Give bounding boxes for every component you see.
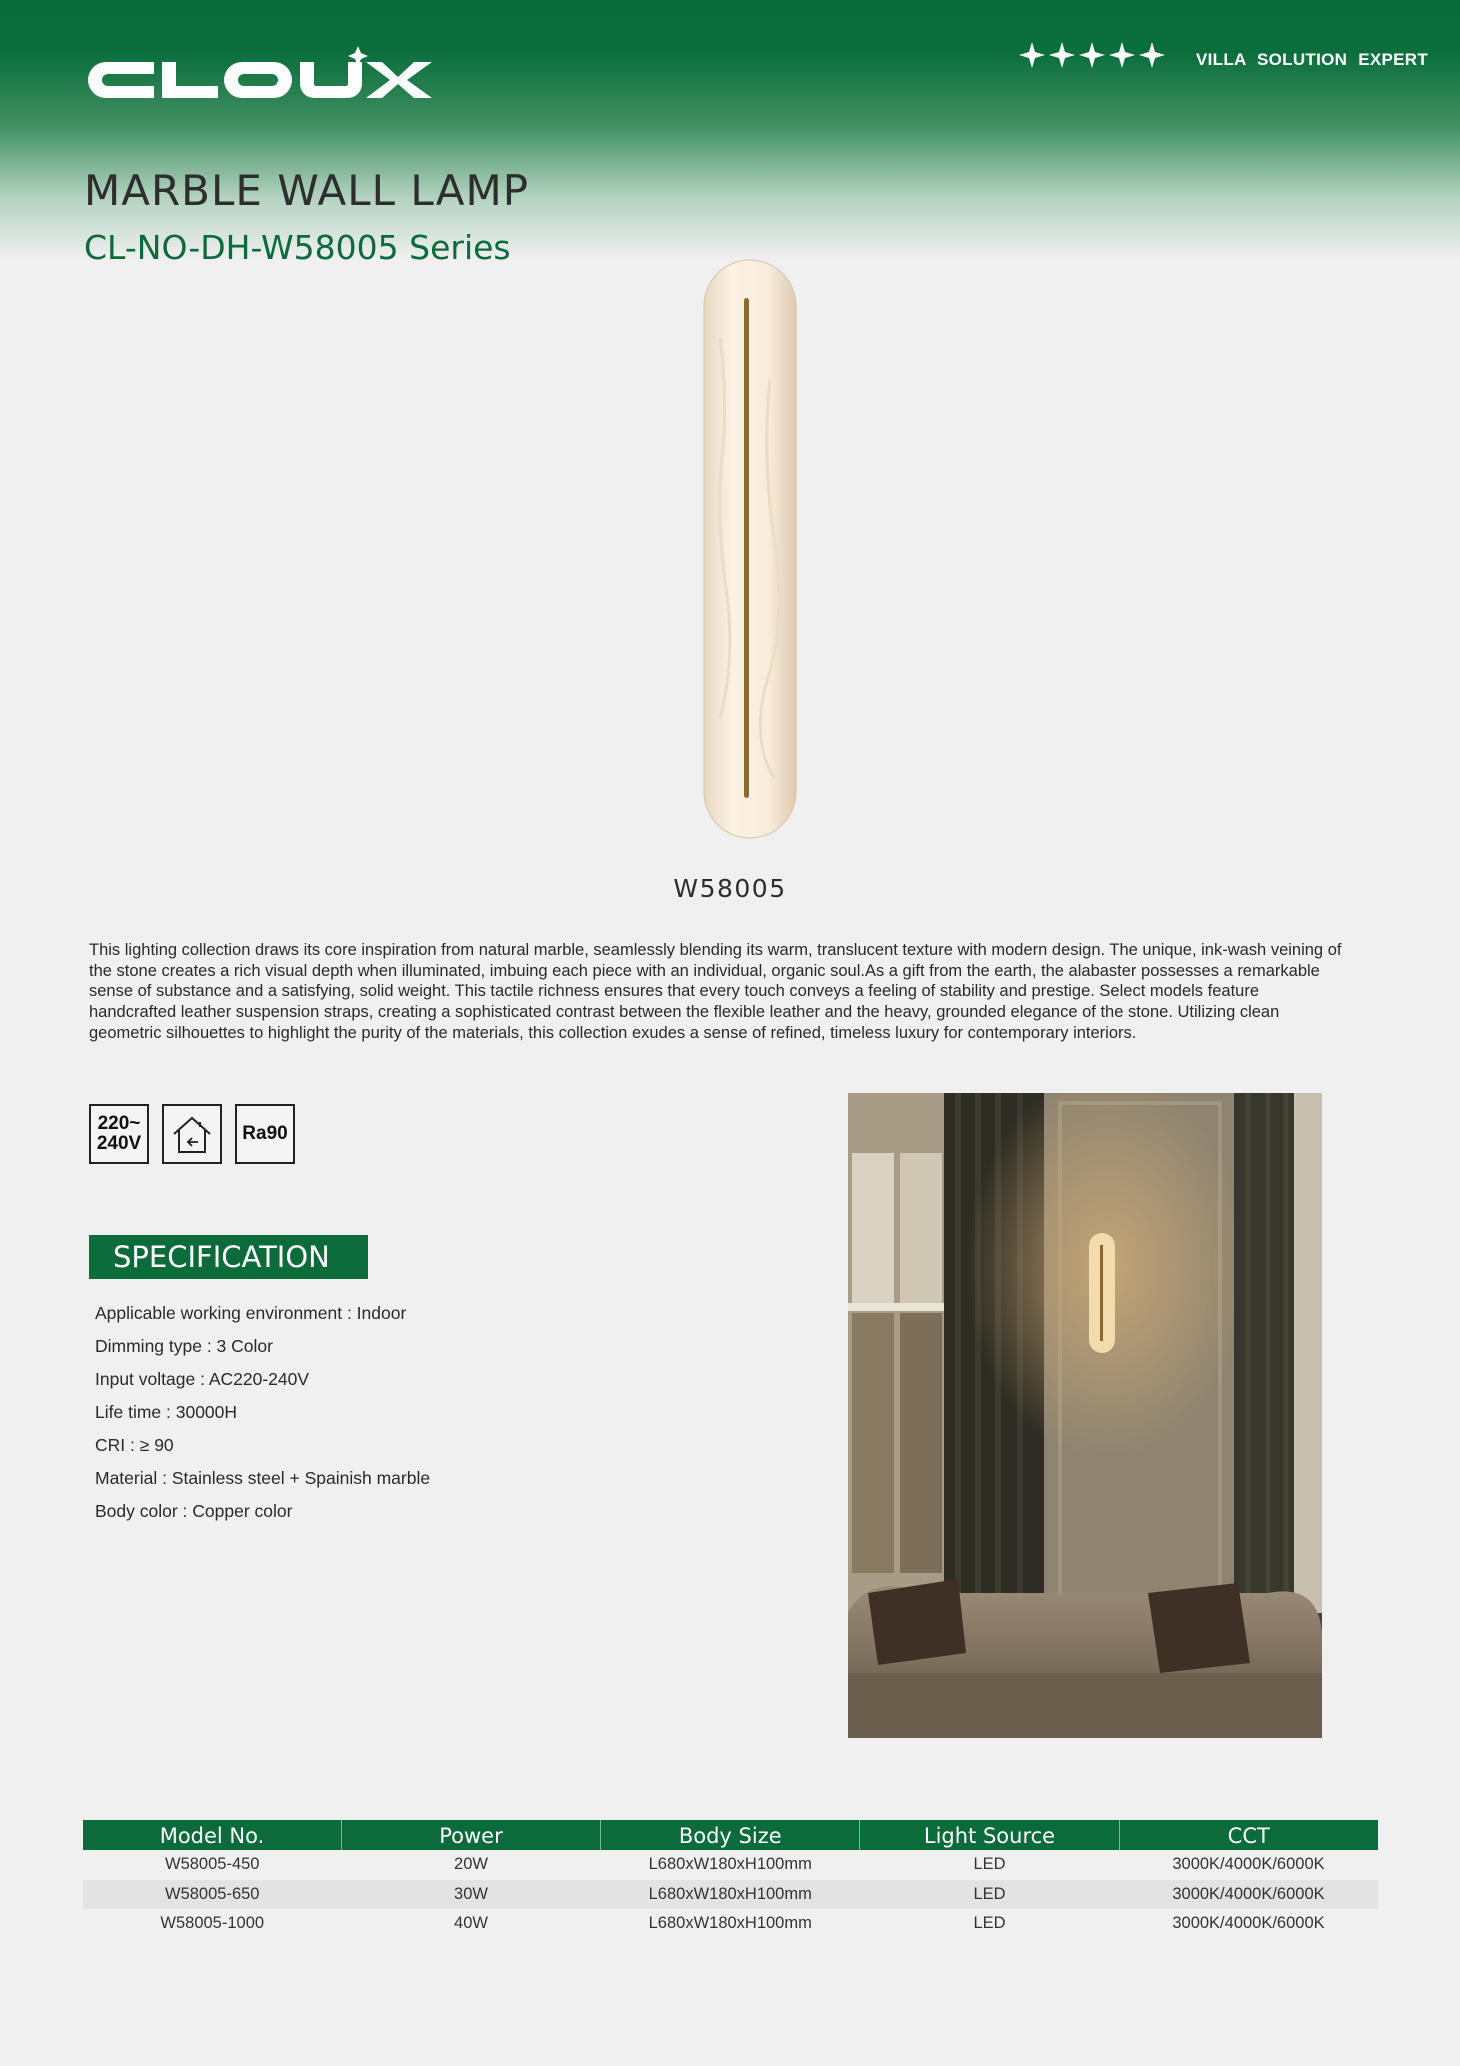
table-cell: W58005-650 <box>83 1880 342 1910</box>
table-cell: L680xW180xH100mm <box>648 1855 812 1874</box>
table-cell: LED <box>973 1914 1006 1933</box>
table-cell: L680xW180xH100mm <box>648 1914 812 1933</box>
table-cell: 20W <box>454 1855 488 1874</box>
table-cell: L680xW180xH100mm <box>600 1880 860 1910</box>
table-cell: 3000K/4000K/6000K <box>1172 1914 1325 1933</box>
rating-stars <box>1018 40 1166 70</box>
star-icon <box>1048 40 1076 70</box>
model-table <box>83 1820 1378 1939</box>
page-title: MARBLE WALL LAMP <box>84 166 530 215</box>
star-icon <box>1108 40 1136 70</box>
indoor-badge <box>162 1104 222 1164</box>
spec-item: Body color : Copper color <box>95 1501 293 1521</box>
column-header: Power <box>342 1820 601 1850</box>
lamp-product-image <box>700 258 800 840</box>
table-cell: W58005-450 <box>165 1855 260 1874</box>
spec-item: Applicable working environment : Indoor <box>95 1303 407 1323</box>
table-row <box>83 1880 1378 1910</box>
model-caption: W58005 <box>673 874 787 903</box>
voltage-badge <box>89 1104 149 1164</box>
column-header: Model No. <box>83 1820 342 1850</box>
cri-value: Ra90 <box>242 1123 288 1144</box>
cri-badge <box>235 1104 295 1164</box>
table-cell: 40W <box>454 1914 488 1933</box>
spec-item: Life time : 30000H <box>95 1402 238 1422</box>
spec-item: Dimming type : 3 Color <box>95 1336 273 1356</box>
product-description: This lighting collection draws its core inspiration from natural marble, seamlessly blending its warm, translucent texture with modern design. The unique, ink-wash veining of the stone creates a rich visual depth when illuminated, imbuing each piece with an individual, organic soul.As a gift from the earth, the alabaster possesses a remarkable sense of substance and a satisfying, solid weight. This tactile richness ensures that every touch conveys a feeling of stability and prestige. Select models feature handcrafted leather suspension straps, creating a sophisticated contrast between the flexible leather and the heavy, grounded elegance of the stone. Utilizing clean geometric silhouettes to highlight the purity of the materials, this collection exudes a sense of refined, timeless luxury for contemporary interiors. <box>89 941 1342 1042</box>
spec-item: CRI : ≥ 90 <box>95 1435 174 1455</box>
tagline: VILLA SOLUTION EXPERT <box>1196 50 1429 69</box>
star-icon <box>1018 40 1046 70</box>
star-icon <box>1078 40 1106 70</box>
star-icon <box>1138 40 1166 70</box>
indoor-house-icon <box>168 1112 216 1156</box>
voltage-line1: 220~ <box>97 1113 141 1134</box>
specification-heading: SPECIFICATION <box>89 1235 368 1279</box>
cloux-logo <box>84 44 436 104</box>
room-scene-photo <box>848 1093 1322 1738</box>
column-header: CCT <box>1119 1820 1378 1850</box>
table-cell: 3000K/4000K/6000K <box>1119 1880 1378 1910</box>
column-header: Body Size <box>600 1820 860 1850</box>
table-row <box>83 1909 1378 1939</box>
spec-item: Input voltage : AC220-240V <box>95 1369 310 1389</box>
table-cell: 30W <box>342 1880 601 1910</box>
specification-list <box>95 1302 430 1533</box>
feature-icons <box>89 1104 295 1164</box>
header-band <box>0 0 1460 260</box>
table-header-row <box>83 1820 1378 1850</box>
table-cell: LED <box>860 1880 1119 1910</box>
table-cell: W58005-1000 <box>160 1914 265 1933</box>
voltage-line2: 240V <box>96 1133 142 1154</box>
table-cell: 3000K/4000K/6000K <box>1172 1855 1325 1874</box>
column-header: Light Source <box>860 1820 1119 1850</box>
table-cell: LED <box>973 1855 1006 1874</box>
table-row <box>83 1850 1378 1880</box>
series-subtitle: CL-NO-DH-W58005 Series <box>84 228 511 267</box>
spec-item: Material : Stainless steel + Spainish marble <box>95 1468 431 1488</box>
